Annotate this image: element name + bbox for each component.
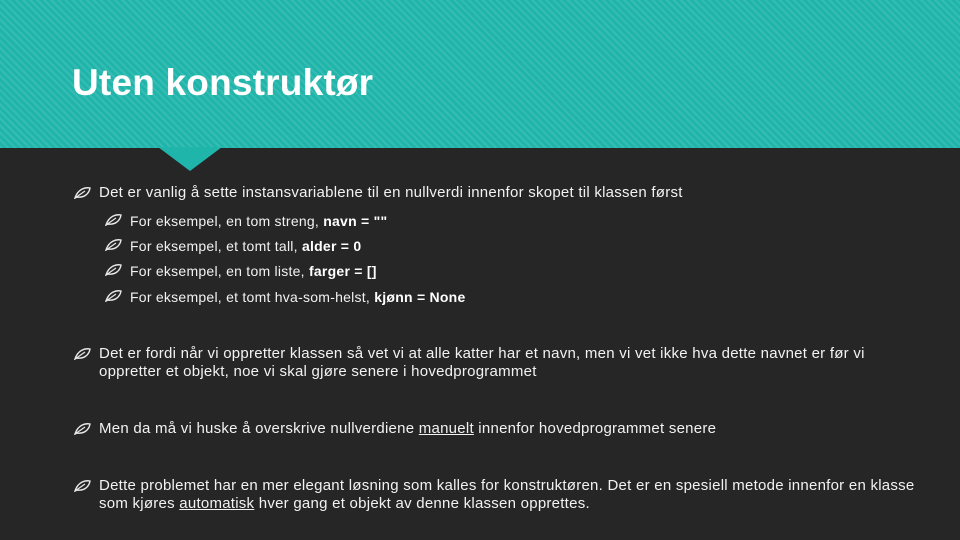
leaf-bullet-icon — [74, 480, 91, 492]
sub-bullet-string — [105, 212, 890, 230]
underlined-word: manuelt — [418, 420, 474, 437]
sub-bullet-text: For eksempel, en tom liste, — [130, 263, 305, 279]
bullet-text: innenfor hovedprogrammet senere — [478, 420, 717, 437]
leaf-bullet-icon — [105, 214, 122, 226]
bullet-text: Det er vanlig å sette instansvariablene til en nullverdi innenfor skopet til klassen først — [99, 184, 683, 201]
slide-title: Uten konstruktør — [72, 62, 374, 103]
sub-bullet-text: For eksempel, et tomt tall, — [130, 238, 298, 254]
bullet-text: Det er fordi når vi oppretter klassen så vet vi at alle katter har et navn, men vi vet ikke hva dette navnet er før vi oppretter et objekt, noe vi skal gjøre senere i hovedprogrammet — [99, 345, 865, 380]
bullet-nullverdi — [74, 184, 929, 202]
sub-bullet-text: For eksempel, et tomt hva-som-helst, — [130, 289, 371, 305]
leaf-bullet-icon — [105, 239, 122, 251]
leaf-bullet-icon — [105, 290, 122, 302]
bullet-text: hver gang et objekt av denne klassen opprettes. — [258, 495, 590, 512]
code-example: farger = [] — [308, 263, 377, 279]
bullet-overwrite — [74, 420, 929, 438]
bullet-text: Men da må vi huske å overskrive nullverdiene — [99, 420, 415, 437]
sub-bullet-list — [105, 262, 890, 280]
code-example: kjønn = None — [374, 289, 466, 305]
leaf-bullet-icon — [74, 187, 91, 199]
bullet-constructor — [74, 477, 929, 513]
sub-bullet-number — [105, 237, 890, 255]
bullet-reason — [74, 345, 929, 381]
leaf-bullet-icon — [74, 348, 91, 360]
banner-notch — [158, 147, 222, 171]
code-example: navn = "" — [323, 213, 388, 229]
bullet-text: Dette problemet har en mer elegant løsning som kalles for konstruktøren. Det er en spesiell metode innenfor en klasse som kjøres — [99, 477, 915, 512]
leaf-bullet-icon — [105, 264, 122, 276]
underlined-word: automatisk — [179, 495, 255, 512]
sub-bullet-text: For eksempel, en tom streng, — [130, 213, 320, 229]
sub-bullet-none — [105, 288, 890, 306]
code-example: alder = 0 — [301, 238, 362, 254]
leaf-bullet-icon — [74, 423, 91, 435]
